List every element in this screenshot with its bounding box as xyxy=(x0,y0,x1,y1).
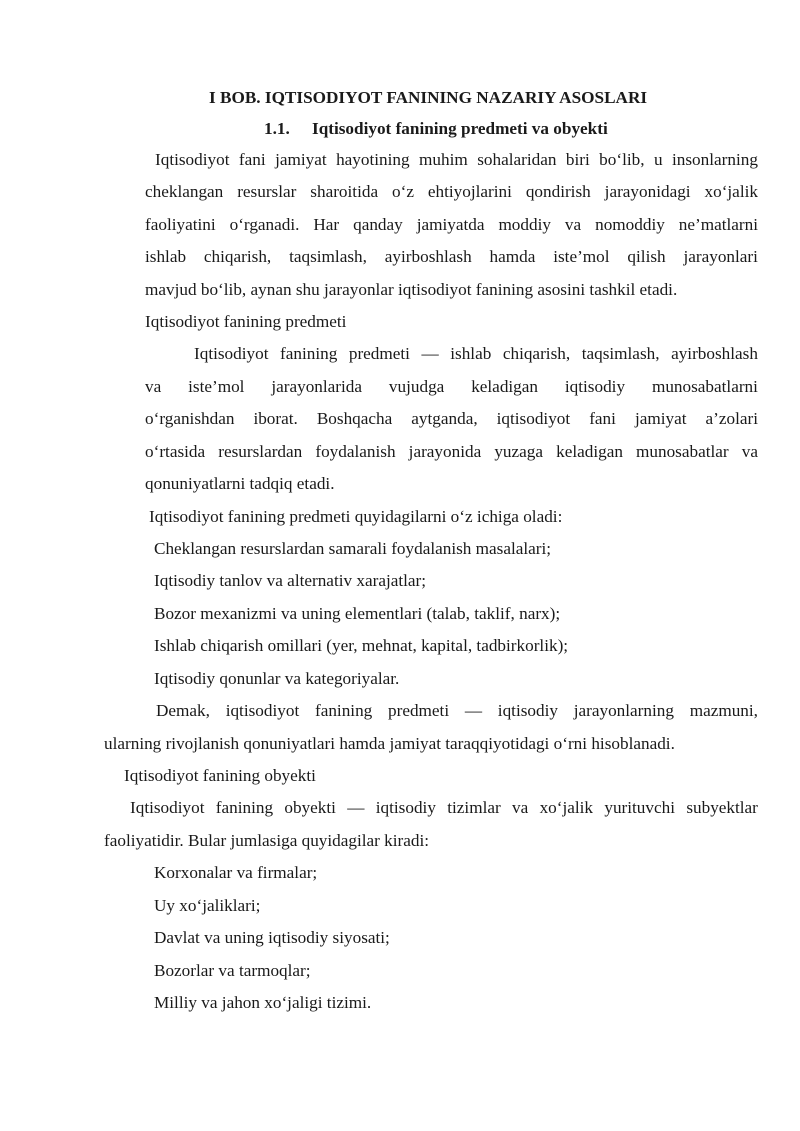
intro-line xyxy=(155,148,758,172)
word: faoliyatini xyxy=(145,215,216,234)
list-item: Korxonalar va firmalar; xyxy=(154,863,318,882)
word: biri xyxy=(565,150,590,169)
word: obyekti xyxy=(284,798,336,817)
word: fanining xyxy=(314,701,373,720)
word: jarayonidagi xyxy=(604,182,691,201)
predmeti-line: qonuniyatlarni tadqiq etadi. xyxy=(145,474,335,493)
word: ishlab xyxy=(450,344,492,363)
word: cheklangan xyxy=(145,182,224,201)
word: jarayonlari xyxy=(683,247,758,266)
word: jarayonlarida xyxy=(271,377,363,396)
word: Iqtisodiyot xyxy=(155,150,230,169)
list-item: Davlat va uning iqtisodiy siyosati; xyxy=(154,928,390,947)
list-item: Uy xo‘jaliklari; xyxy=(154,896,261,915)
word: o‘z xyxy=(392,182,414,201)
word: taqsimlash, xyxy=(581,344,660,363)
word: hayotining xyxy=(336,150,410,169)
word: iqtisodiy xyxy=(497,701,558,720)
word: fani xyxy=(589,409,616,428)
word: fanining xyxy=(280,344,338,363)
conclusion-line: ularning rivojlanish qonuniyatlari hamda jamiyat taraqqiyotidagi o‘rni hisoblanadi. xyxy=(104,734,675,753)
list-item: Ishlab chiqarish omillari (yer, mehnat, kapital, tadbirkorlik); xyxy=(154,636,569,655)
word: va xyxy=(512,798,529,817)
predmeti-line xyxy=(145,440,758,464)
word: keladigan xyxy=(556,442,623,461)
obyekti-line: faoliyatidir. Bular jumlasiga quyidagilar kiradi: xyxy=(104,831,430,850)
word: iqtisodiy xyxy=(375,798,436,817)
chapter-title: I BOB. IQTISODIYOT FANINING NAZARIY ASOSLARI xyxy=(209,88,648,107)
word: taqsimlash, xyxy=(289,247,367,266)
word: qondirish xyxy=(525,182,591,201)
word: o‘rtasida xyxy=(145,442,206,461)
word: iste’mol xyxy=(188,377,245,396)
word: — xyxy=(347,798,365,817)
word: chiqarish, xyxy=(502,344,571,363)
word: Har xyxy=(313,215,340,234)
word: Iqtisodiyot xyxy=(194,344,269,363)
word: xo‘jalik xyxy=(539,798,594,817)
obyekti-line xyxy=(130,796,758,820)
list-item: Iqtisodiy tanlov va alternativ xarajatlar; xyxy=(154,571,427,590)
word: jarayonida xyxy=(408,442,482,461)
word: a’zolari xyxy=(705,409,758,428)
word: predmeti xyxy=(348,344,410,363)
obyekti-heading: Iqtisodiyot fanining obyekti xyxy=(124,766,316,785)
word: iqtisodiyot xyxy=(225,701,300,720)
word: jamiyat xyxy=(275,150,327,169)
word: sharoitida xyxy=(310,182,379,201)
word: aytganda, xyxy=(411,409,478,428)
word: sohalaridan xyxy=(477,150,557,169)
word: resurslardan xyxy=(218,442,303,461)
predmeti-line xyxy=(145,375,758,399)
section-number: 1.1. xyxy=(264,119,290,138)
conclusion-line xyxy=(156,699,758,723)
word: yurituvchi xyxy=(604,798,675,817)
list-item: Milliy va jahon xo‘jaligi tizimi. xyxy=(154,993,372,1012)
section-heading xyxy=(264,117,608,141)
word: muhim xyxy=(419,150,468,169)
word: mazmuni, xyxy=(689,701,758,720)
word: predmeti xyxy=(388,701,450,720)
word: iborat. xyxy=(253,409,298,428)
word: Boshqacha xyxy=(316,409,393,428)
word: moddiy xyxy=(498,215,551,234)
list-item: Iqtisodiy qonunlar va kategoriyalar. xyxy=(154,669,400,688)
intro-line xyxy=(145,180,758,204)
word: iste’mol xyxy=(553,247,610,266)
word: ishlab xyxy=(145,247,187,266)
word: subyektlar xyxy=(686,798,758,817)
predmeti-line xyxy=(145,407,758,431)
word: jamiyat xyxy=(634,409,687,428)
word: ehtiyojlarini xyxy=(427,182,512,201)
word: foydalanish xyxy=(315,442,396,461)
word: — xyxy=(464,701,483,720)
word: tizimlar xyxy=(447,798,501,817)
list-item: Bozor mexanizmi va uning elementlari (talab, taklif, narx); xyxy=(154,604,561,623)
word: o‘rganadi. xyxy=(229,215,300,234)
list-item: Bozorlar va tarmoqlar; xyxy=(154,961,311,980)
intro-line xyxy=(145,245,758,269)
word: va xyxy=(741,442,758,461)
word: — xyxy=(421,344,439,363)
word: fanining xyxy=(215,798,274,817)
word: jarayonlarning xyxy=(573,701,674,720)
word: va xyxy=(564,215,582,234)
word: munosabatlarni xyxy=(651,377,758,396)
word: qilish xyxy=(627,247,666,266)
word: iqtisodiyot xyxy=(496,409,571,428)
word: bo‘lib, xyxy=(599,150,645,169)
word: vujudga xyxy=(388,377,445,396)
word: fani xyxy=(238,150,266,169)
word: u xyxy=(653,150,663,169)
word: iqtisodiy xyxy=(564,377,626,396)
word: nomoddiy xyxy=(595,215,665,234)
word: insonlarning xyxy=(672,150,758,169)
word: jamiyatda xyxy=(416,215,485,234)
word: Demak, xyxy=(156,701,210,720)
word: ayirboshlash xyxy=(671,344,758,363)
word: resurslar xyxy=(237,182,297,201)
word: o‘rganishdan xyxy=(145,409,235,428)
word: xo‘jalik xyxy=(704,182,758,201)
word: hamda xyxy=(489,247,536,266)
word: ayirboshlash xyxy=(384,247,472,266)
word: va xyxy=(145,377,162,396)
predmeti-heading: Iqtisodiyot fanining predmeti xyxy=(145,312,347,331)
predmeti-list-intro: Iqtisodiyot fanining predmeti quyidagilarni o‘z ichiga oladi: xyxy=(149,507,563,526)
word: qanday xyxy=(353,215,403,234)
predmeti-line xyxy=(194,342,758,366)
word: keladigan xyxy=(471,377,538,396)
word: yuzaga xyxy=(494,442,543,461)
list-item: Cheklangan resurslardan samarali foydalanish masalalari; xyxy=(154,539,552,558)
word: Iqtisodiyot xyxy=(130,798,205,817)
word: ne’matlarni xyxy=(678,215,758,234)
intro-line xyxy=(145,213,758,237)
intro-line: mavjud bo‘lib, aynan shu jarayonlar iqtisodiyot fanining asosini tashkil etadi. xyxy=(145,280,678,299)
word: chiqarish, xyxy=(203,247,272,266)
word: munosabatlar xyxy=(636,442,729,461)
section-title: Iqtisodiyot fanining predmeti va obyekti xyxy=(312,119,608,138)
